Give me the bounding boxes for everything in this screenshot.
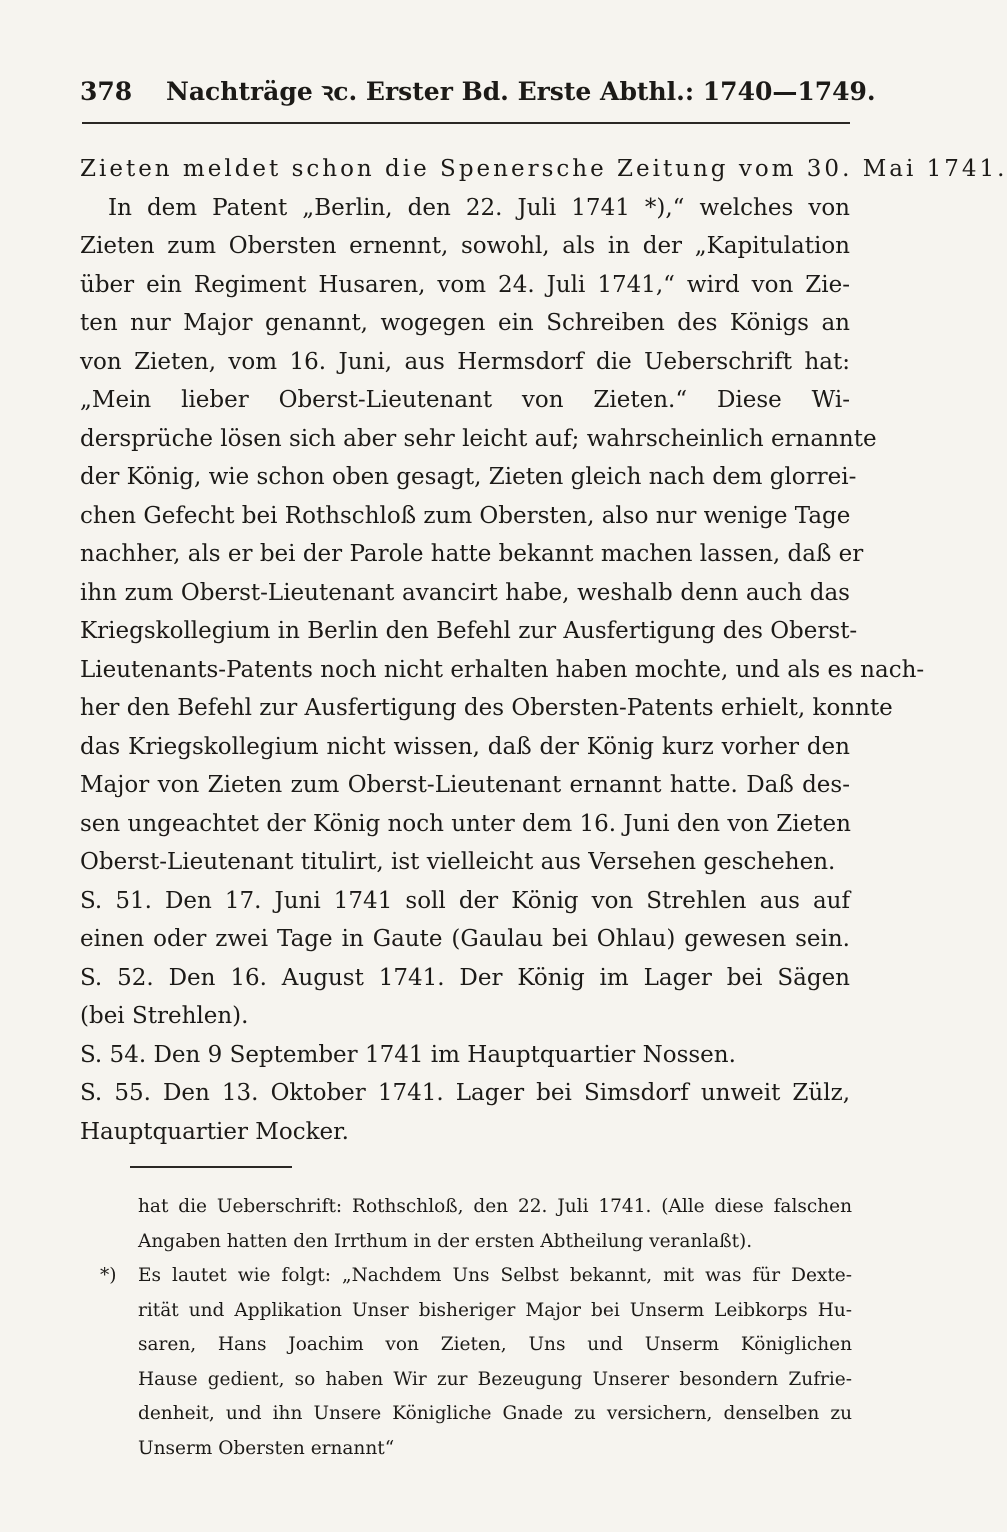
text-line: S. 52. Den 16. August 1741. Der König im Lager bei Sägen: [80, 964, 850, 991]
footnote-line: Unserm Obersten ernannt“: [138, 1437, 395, 1459]
footnote-line: rität und Applikation Unser bisheriger Major bei Unserm Leibkorps Hu-: [138, 1299, 852, 1321]
text-line: sen ungeachtet der König noch unter dem 16. Juni den von Zieten: [80, 810, 851, 837]
footnote-text: Es lautet wie folgt: „Nachdem Uns Selbst bekannt, mit was für Dexte-: [138, 1265, 852, 1286]
text-line: (bei Strehlen).: [80, 1003, 249, 1029]
text-line: S. 55. Den 13. Oktober 1741. Lager bei Simsdorf unweit Zülz,: [80, 1080, 850, 1106]
text-line: chen Gefecht bei Rothschloß zum Obersten, also nur wenige Tage: [80, 502, 851, 529]
text-line: her den Befehl zur Ausfertigung des Obersten-Patents erhielt, konnte: [80, 695, 893, 721]
text-line: ihn zum Oberst-Lieutenant avancirt habe, weshalb denn auch das: [80, 579, 850, 606]
footnote-line: saren, Hans Joachim von Zieten, Uns und Unserm Königlichen: [138, 1334, 852, 1355]
text-line: S. 51. Den 17. Juni 1741 soll der König von Strehlen aus auf: [80, 887, 850, 914]
text-line: In dem Patent „Berlin, den 22. Juli 1741 *),“ welches von: [108, 194, 850, 221]
footnotes: [100, 1190, 852, 1466]
running-title: Nachträge ꝛc. Erster Bd. Erste Abthl.: 1740—1749.: [166, 77, 876, 106]
text-line: Kriegskollegium in Berlin den Befehl zur Ausfertigung des Oberst-: [80, 618, 858, 644]
text-line: das Kriegskollegium nicht wissen, daß der König kurz vorher den: [80, 733, 850, 760]
text-line: Zieten zum Obersten ernennt, sowohl, als in der „Kapitulation: [80, 233, 850, 259]
text-line: „Mein lieber Oberst-Lieutenant von Zieten.“ Diese Wi-: [80, 387, 850, 413]
text-line: Hauptquartier Mocker.: [80, 1118, 349, 1145]
text-line: einen oder zwei Tage in Gaute (Gaulau bei Ohlau) gewesen sein.: [80, 926, 850, 952]
text-line: Lieutenants-Patents noch nicht erhalten haben mochte, und als es nach-: [80, 656, 925, 683]
footnote-line: Angaben hatten den Irrthum in der ersten Abtheilung veranlaßt).: [138, 1230, 753, 1252]
text-line: Major von Zieten zum Oberst-Lieutenant ernannt hatte. Daß des-: [80, 772, 850, 798]
running-header: [80, 74, 876, 108]
footnote-rule: [130, 1166, 292, 1168]
page-number: 378: [80, 77, 133, 106]
text-line: nachher, als er bei der Parole hatte bekannt machen lassen, daß er: [80, 541, 864, 567]
footnote-marker: *): [100, 1265, 117, 1286]
footnote-line: denheit, und ihn Unsere Königliche Gnade zu versichern, denselben zu: [138, 1403, 852, 1424]
text-line: der König, wie schon oben gesagt, Zieten gleich nach dem glorrei-: [80, 464, 857, 490]
text-line: von Zieten, vom 16. Juni, aus Hermsdorf die Ueberschrift hat:: [80, 348, 850, 375]
main-text: [80, 150, 1007, 1151]
footnote-line: hat die Ueberschrift: Rothschloß, den 22. Juli 1741. (Alle diese falschen: [138, 1196, 852, 1217]
text-line: S. 54. Den 9 September 1741 im Hauptquartier Nossen.: [80, 1041, 736, 1068]
text-line: über ein Regiment Husaren, vom 24. Juli 1741,“ wird von Zie-: [80, 271, 850, 298]
header-rule: [82, 122, 850, 124]
text-line: dersprüche lösen sich aber sehr leicht auf; wahrscheinlich ernannte: [80, 425, 877, 452]
text-line: ten nur Major genannt, wogegen ein Schreiben des Königs an: [80, 310, 850, 336]
footnote-line: Hause gedient, so haben Wir zur Bezeugung Unserer besondern Zufrie-: [138, 1368, 852, 1390]
footnote-line: [100, 1259, 852, 1294]
text-line: Zieten meldet schon die Spenersche Zeitung vom 30. Mai 1741.: [80, 156, 1007, 182]
text-line: Oberst-Lieutenant titulirt, ist vielleicht aus Versehen geschehen.: [80, 849, 836, 875]
